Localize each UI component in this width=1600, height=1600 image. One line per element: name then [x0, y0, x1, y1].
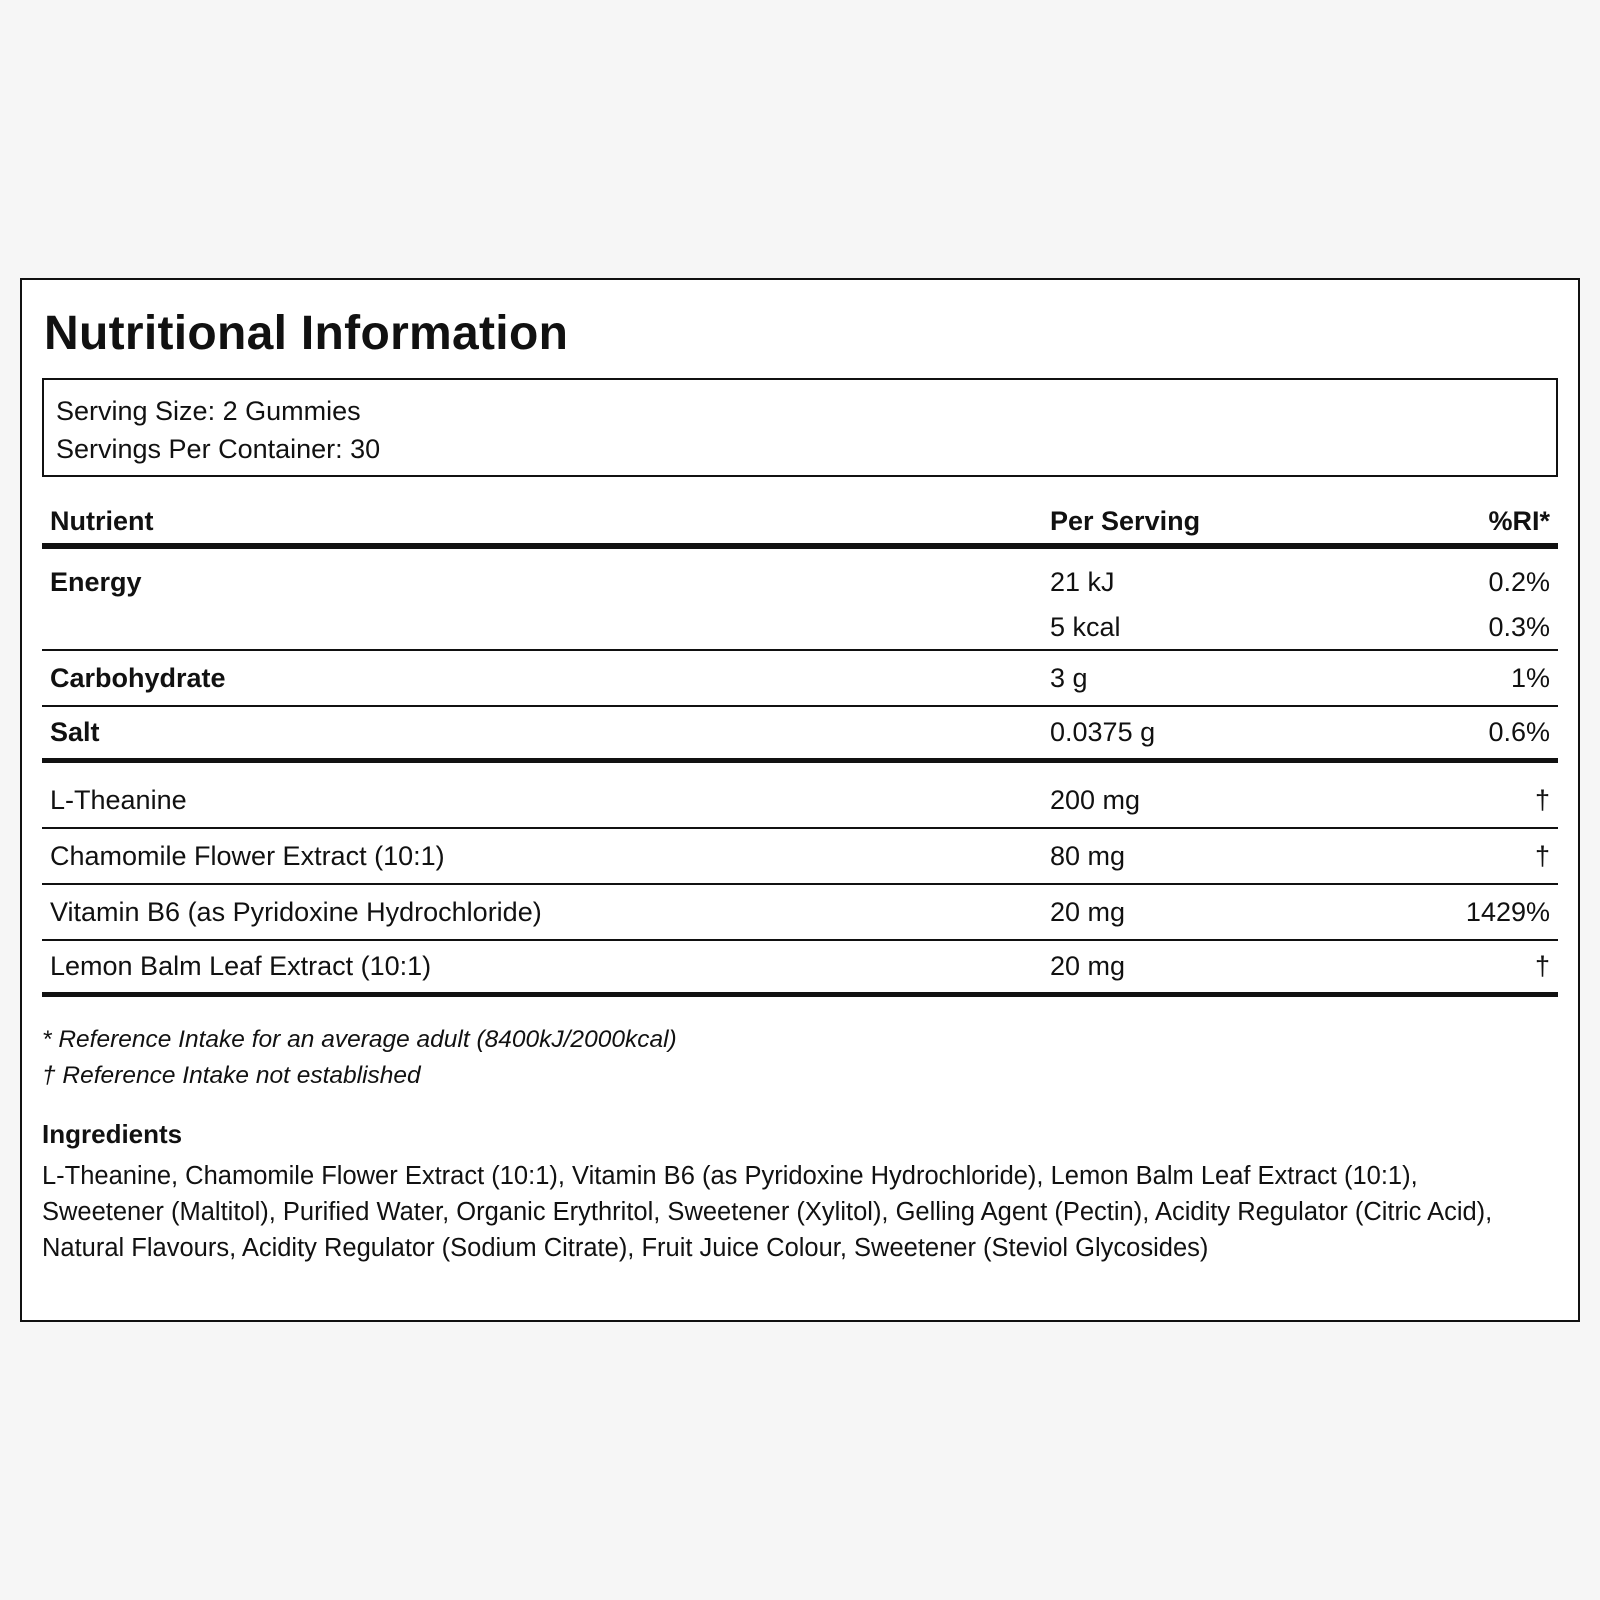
active-ri: †: [1534, 840, 1550, 871]
energy-kcal-value: 5 kcal: [1050, 611, 1121, 642]
carbohydrate-name: Carbohydrate: [50, 662, 226, 693]
serving-size: Serving Size: 2 Gummies: [56, 396, 361, 426]
active-ri: †: [1534, 784, 1550, 815]
active-name: L-Theanine: [50, 784, 187, 815]
nutrition-panel: [20, 278, 1580, 1322]
active-value: 200 mg: [1050, 784, 1141, 815]
header-nutrient: Nutrient: [50, 505, 154, 536]
salt-value: 0.0375 g: [1050, 717, 1156, 747]
active-name: Chamomile Flower Extract (10:1): [50, 840, 445, 871]
header-ri: %RI*: [1488, 505, 1550, 536]
carbohydrate-ri: 1%: [1510, 662, 1550, 693]
table-row-energy-kj: [42, 549, 1558, 605]
energy-kj-ri: 0.2%: [1488, 566, 1550, 597]
energy-name: Energy: [50, 566, 142, 597]
ingredients-list: L-Theanine, Chamomile Flower Extract (10:1), Vitamin B6 (as Pyridoxine Hydrochloride), Lemon Balm Leaf Extract (10:1), Sweetener (Maltitol), Purified Water, Organic Erythritol, Sweetener (Xylitol), Gelling Agent (Pectin), Acidity Regulator (Citric Acid), Natural Flavours, Acidity Regulator (Sodium Citrate), Fruit Juice Colour, Sweetener (Steviol Glycosides): [42, 1162, 1493, 1262]
active-ri: †: [1534, 951, 1550, 981]
table-row: [42, 829, 1558, 885]
active-name: Lemon Balm Leaf Extract (10:1): [50, 951, 432, 981]
table-row-salt: [42, 707, 1558, 763]
active-value: 20 mg: [1050, 951, 1126, 981]
active-ri: 1429%: [1465, 896, 1550, 927]
table-row: [42, 941, 1558, 997]
energy-kcal-ri: 0.3%: [1488, 611, 1550, 642]
active-value: 20 mg: [1050, 896, 1126, 927]
table-row: [42, 885, 1558, 941]
header-per-serving: Per Serving: [1050, 505, 1201, 536]
active-name: Vitamin B6 (as Pyridoxine Hydrochloride): [50, 896, 542, 927]
table-header-row: [42, 499, 1558, 549]
panel-title: Nutritional Information: [44, 307, 569, 360]
servings-per-container: Servings Per Container: 30: [56, 434, 381, 464]
active-value: 80 mg: [1050, 840, 1126, 871]
table-row-energy-kcal: [42, 605, 1558, 651]
dagger-footnote: † Reference Intake not established: [42, 1062, 421, 1089]
serving-info-box: [42, 378, 1558, 477]
salt-ri: 0.6%: [1488, 717, 1550, 747]
table-row-carbohydrate: [42, 651, 1558, 707]
salt-name: Salt: [50, 717, 100, 747]
table-row: [42, 763, 1558, 829]
nutrient-table: [42, 499, 1558, 997]
footnotes: [42, 1022, 1558, 1094]
energy-kj-value: 21 kJ: [1050, 566, 1115, 597]
carbohydrate-value: 3 g: [1050, 662, 1088, 693]
ingredients-heading: Ingredients: [42, 1119, 183, 1149]
ri-footnote: * Reference Intake for an average adult (8400kJ/2000kcal): [42, 1026, 677, 1053]
